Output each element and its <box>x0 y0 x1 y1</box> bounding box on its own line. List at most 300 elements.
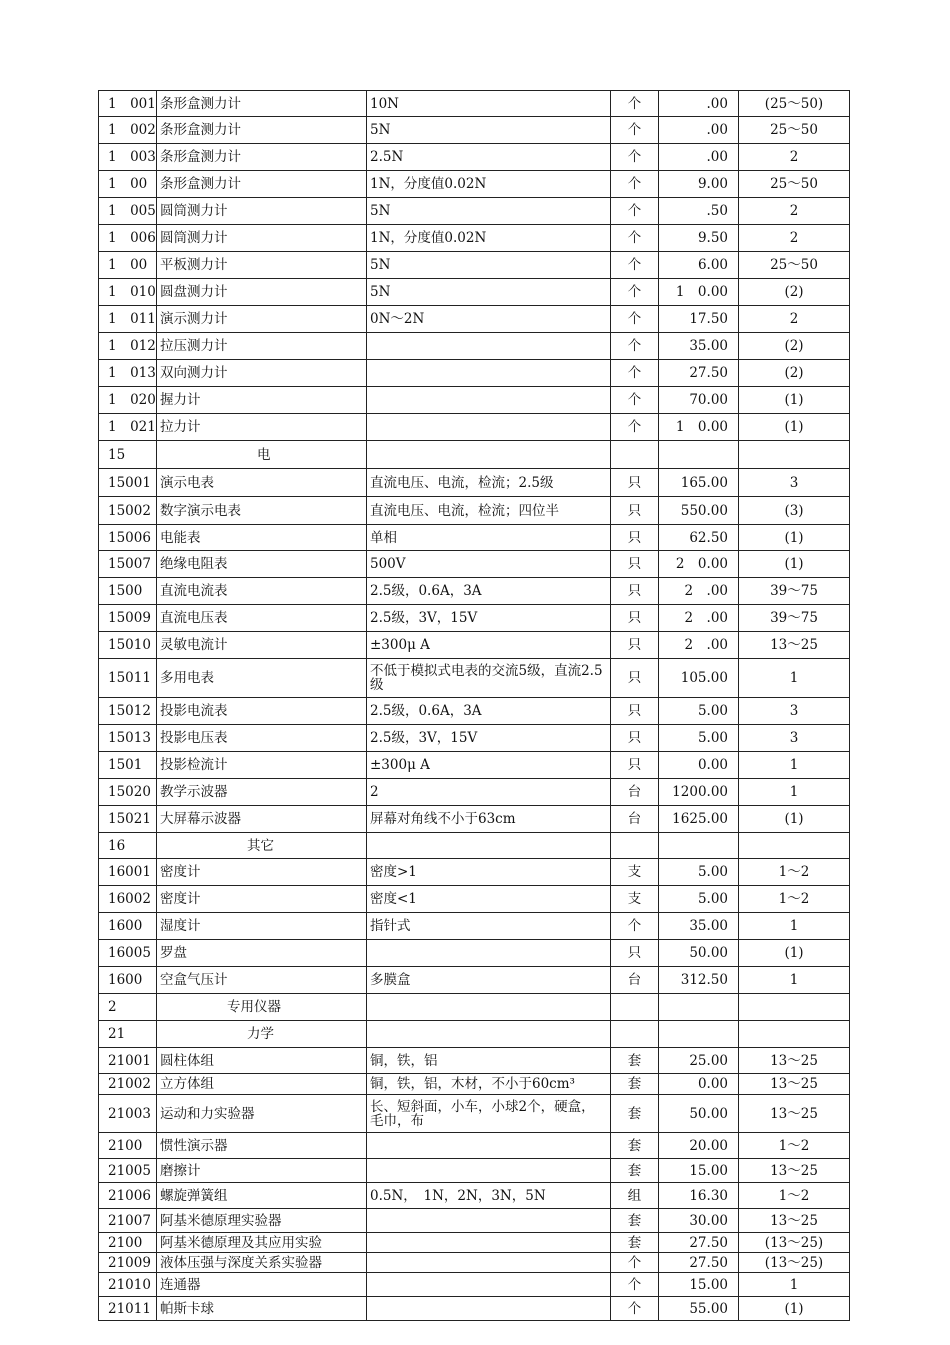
category-name-cell: 专用仪器 <box>157 994 367 1021</box>
qty-cell: (13～25) <box>739 1233 850 1253</box>
unit-cell: 组 <box>611 1183 659 1209</box>
table-row <box>99 306 850 333</box>
unit-cell: 个 <box>611 1297 659 1321</box>
spec-cell: 铜，铁，铝 <box>367 1048 611 1074</box>
unit-cell: 个 <box>611 225 659 252</box>
price-cell: 35.00 <box>659 333 739 360</box>
spec-cell: 直流电压、电流，检流；四位半 <box>367 497 611 525</box>
table-row <box>99 1074 850 1095</box>
spec-cell <box>367 441 611 469</box>
price-cell: 5.00 <box>659 725 739 752</box>
spec-cell <box>367 414 611 441</box>
unit-cell: 个 <box>611 414 659 441</box>
spec-cell: 铜，铁，铝，木材，不小于60cm³ <box>367 1074 611 1095</box>
code-cell: 15013 <box>99 725 157 752</box>
name-cell: 惯性演示器 <box>157 1133 367 1159</box>
code-cell: 15007 <box>99 551 157 578</box>
code-cell: 1 012 <box>99 333 157 360</box>
price-cell: 27.50 <box>659 1233 739 1253</box>
price-cell: 550.00 <box>659 497 739 525</box>
price-cell: 2 .00 <box>659 632 739 659</box>
name-cell: 投影电压表 <box>157 725 367 752</box>
table-row <box>99 1048 850 1074</box>
table-row <box>99 779 850 806</box>
name-cell: 拉力计 <box>157 414 367 441</box>
price-cell: 50.00 <box>659 940 739 967</box>
unit-cell: 套 <box>611 1233 659 1253</box>
unit-cell: 个 <box>611 91 659 117</box>
table-row <box>99 698 850 725</box>
qty-cell: 1～2 <box>739 859 850 886</box>
unit-cell: 个 <box>611 144 659 171</box>
spec-cell <box>367 833 611 859</box>
category-name-cell: 其它 <box>157 833 367 859</box>
qty-cell: 1 <box>739 1273 850 1297</box>
unit-cell: 只 <box>611 497 659 525</box>
price-cell: 165.00 <box>659 469 739 497</box>
unit-cell: 个 <box>611 198 659 225</box>
table-row <box>99 1253 850 1273</box>
spec-cell <box>367 1273 611 1297</box>
qty-cell: (13～25) <box>739 1253 850 1273</box>
table-row <box>99 469 850 497</box>
price-cell: 62.50 <box>659 525 739 551</box>
qty-cell <box>739 441 850 469</box>
table-row <box>99 1095 850 1133</box>
spec-cell <box>367 994 611 1021</box>
name-cell: 圆柱体组 <box>157 1048 367 1074</box>
qty-cell: 1～2 <box>739 1133 850 1159</box>
price-cell <box>659 1021 739 1048</box>
table-row <box>99 198 850 225</box>
spec-cell: 2.5级，3V，15V <box>367 605 611 632</box>
spec-cell: ±300μ A <box>367 632 611 659</box>
spec-cell: 2.5级，0.6A，3A <box>367 698 611 725</box>
spec-cell: 5N <box>367 198 611 225</box>
unit-cell: 个 <box>611 333 659 360</box>
unit-cell: 个 <box>611 117 659 144</box>
table-row <box>99 252 850 279</box>
unit-cell: 套 <box>611 1048 659 1074</box>
name-cell: 平板测力计 <box>157 252 367 279</box>
spec-cell: 5N <box>367 252 611 279</box>
name-cell: 演示测力计 <box>157 306 367 333</box>
spec-cell: 2 <box>367 779 611 806</box>
qty-cell: 1 <box>739 913 850 940</box>
spec-cell: 密度<1 <box>367 886 611 913</box>
qty-cell: 25～50 <box>739 252 850 279</box>
qty-cell: (25～50) <box>739 91 850 117</box>
table-row <box>99 1133 850 1159</box>
price-cell: 9.00 <box>659 171 739 198</box>
name-cell: 投影电流表 <box>157 698 367 725</box>
qty-cell: (3) <box>739 497 850 525</box>
name-cell: 罗盘 <box>157 940 367 967</box>
unit-cell <box>611 1021 659 1048</box>
price-cell <box>659 994 739 1021</box>
spec-cell: 多膜盒 <box>367 967 611 994</box>
qty-cell: 3 <box>739 698 850 725</box>
unit-cell <box>611 833 659 859</box>
name-cell: 多用电表 <box>157 659 367 698</box>
code-cell: 15002 <box>99 497 157 525</box>
spec-cell: 长、短斜面，小车，小球2个，硬盒，毛巾，布 <box>367 1095 611 1133</box>
qty-cell <box>739 1021 850 1048</box>
unit-cell: 个 <box>611 171 659 198</box>
unit-cell: 只 <box>611 632 659 659</box>
category-row <box>99 441 850 469</box>
qty-cell: 1 <box>739 967 850 994</box>
name-cell: 圆筒测力计 <box>157 198 367 225</box>
spec-cell: 2.5级，0.6A，3A <box>367 578 611 605</box>
unit-cell: 台 <box>611 967 659 994</box>
price-cell <box>659 833 739 859</box>
spec-cell <box>367 1133 611 1159</box>
qty-cell <box>739 833 850 859</box>
unit-cell: 套 <box>611 1074 659 1095</box>
qty-cell: (1) <box>739 525 850 551</box>
price-cell: 1 0.00 <box>659 414 739 441</box>
qty-cell: 13～25 <box>739 632 850 659</box>
unit-cell: 只 <box>611 725 659 752</box>
code-cell: 1 013 <box>99 360 157 387</box>
spec-cell: 500V <box>367 551 611 578</box>
name-cell: 教学示波器 <box>157 779 367 806</box>
price-cell: 17.50 <box>659 306 739 333</box>
qty-cell: 1 <box>739 659 850 698</box>
equipment-table-sheet <box>98 90 849 1321</box>
code-cell: 16005 <box>99 940 157 967</box>
name-cell: 灵敏电流计 <box>157 632 367 659</box>
spec-cell: 1N，分度值0.02N <box>367 225 611 252</box>
name-cell: 液体压强与深度关系实验器 <box>157 1253 367 1273</box>
name-cell: 条形盒测力计 <box>157 171 367 198</box>
code-cell: 16002 <box>99 886 157 913</box>
category-code-cell: 16 <box>99 833 157 859</box>
unit-cell: 只 <box>611 605 659 632</box>
qty-cell: 25～50 <box>739 117 850 144</box>
price-cell: 70.00 <box>659 387 739 414</box>
qty-cell: 2 <box>739 225 850 252</box>
qty-cell: 2 <box>739 306 850 333</box>
qty-cell: 2 <box>739 144 850 171</box>
price-cell: 9.50 <box>659 225 739 252</box>
unit-cell: 个 <box>611 1253 659 1273</box>
category-code-cell: 2 <box>99 994 157 1021</box>
code-cell: 1 006 <box>99 225 157 252</box>
price-cell: 2 .00 <box>659 605 739 632</box>
code-cell: 16001 <box>99 859 157 886</box>
spec-cell: 指针式 <box>367 913 611 940</box>
code-cell: 21003 <box>99 1095 157 1133</box>
code-cell: 15010 <box>99 632 157 659</box>
table-row <box>99 387 850 414</box>
price-cell: 5.00 <box>659 698 739 725</box>
table-row <box>99 225 850 252</box>
code-cell: 1 021 <box>99 414 157 441</box>
price-cell: 27.50 <box>659 1253 739 1273</box>
table-row <box>99 632 850 659</box>
spec-cell: 2.5级，3V，15V <box>367 725 611 752</box>
code-cell: 1501 <box>99 752 157 779</box>
price-cell: 0.00 <box>659 752 739 779</box>
qty-cell: (1) <box>739 387 850 414</box>
code-cell: 1 00 <box>99 252 157 279</box>
table-row <box>99 752 850 779</box>
spec-cell: 5N <box>367 279 611 306</box>
table-row <box>99 1297 850 1321</box>
price-cell: .50 <box>659 198 739 225</box>
price-cell: 15.00 <box>659 1159 739 1183</box>
spec-cell <box>367 1233 611 1253</box>
price-cell: 35.00 <box>659 913 739 940</box>
category-code-cell: 15 <box>99 441 157 469</box>
name-cell: 圆盘测力计 <box>157 279 367 306</box>
code-cell: 21005 <box>99 1159 157 1183</box>
name-cell: 直流电流表 <box>157 578 367 605</box>
name-cell: 拉压测力计 <box>157 333 367 360</box>
qty-cell: (1) <box>739 806 850 833</box>
code-cell: 21007 <box>99 1209 157 1233</box>
price-cell: .00 <box>659 144 739 171</box>
qty-cell: (2) <box>739 279 850 306</box>
unit-cell: 支 <box>611 859 659 886</box>
name-cell: 电能表 <box>157 525 367 551</box>
name-cell: 运动和力实验器 <box>157 1095 367 1133</box>
spec-cell <box>367 1209 611 1233</box>
unit-cell <box>611 994 659 1021</box>
name-cell: 圆筒测力计 <box>157 225 367 252</box>
name-cell: 阿基米德原理实验器 <box>157 1209 367 1233</box>
code-cell: 21006 <box>99 1183 157 1209</box>
qty-cell: 13～25 <box>739 1074 850 1095</box>
table-row <box>99 859 850 886</box>
name-cell: 密度计 <box>157 859 367 886</box>
name-cell: 帕斯卡球 <box>157 1297 367 1321</box>
table-row <box>99 1183 850 1209</box>
table-row <box>99 497 850 525</box>
table-row <box>99 279 850 306</box>
code-cell: 21010 <box>99 1273 157 1297</box>
price-cell <box>659 441 739 469</box>
code-cell: 1500 <box>99 578 157 605</box>
unit-cell: 个 <box>611 1273 659 1297</box>
unit-cell: 只 <box>611 525 659 551</box>
spec-cell: 屏幕对角线不小于63cm <box>367 806 611 833</box>
table-row <box>99 360 850 387</box>
table-row <box>99 913 850 940</box>
table-row <box>99 967 850 994</box>
table-row <box>99 551 850 578</box>
unit-cell: 只 <box>611 551 659 578</box>
spec-cell <box>367 360 611 387</box>
code-cell: 21002 <box>99 1074 157 1095</box>
qty-cell: 1～2 <box>739 886 850 913</box>
price-cell: 15.00 <box>659 1273 739 1297</box>
unit-cell <box>611 441 659 469</box>
qty-cell: (1) <box>739 1297 850 1321</box>
code-cell: 2100 <box>99 1133 157 1159</box>
qty-cell: 3 <box>739 725 850 752</box>
code-cell: 15011 <box>99 659 157 698</box>
name-cell: 连通器 <box>157 1273 367 1297</box>
category-name-cell: 电 <box>157 441 367 469</box>
code-cell: 15009 <box>99 605 157 632</box>
price-cell: 25.00 <box>659 1048 739 1074</box>
unit-cell: 支 <box>611 886 659 913</box>
name-cell: 密度计 <box>157 886 367 913</box>
spec-cell <box>367 940 611 967</box>
qty-cell: 3 <box>739 469 850 497</box>
table-row <box>99 1209 850 1233</box>
category-code-cell: 21 <box>99 1021 157 1048</box>
code-cell: 1 00 <box>99 171 157 198</box>
spec-cell: 1N，分度值0.02N <box>367 171 611 198</box>
code-cell: 15006 <box>99 525 157 551</box>
code-cell: 2100 <box>99 1233 157 1253</box>
code-cell: 1 003 <box>99 144 157 171</box>
qty-cell: 39～75 <box>739 605 850 632</box>
price-cell: 1200.00 <box>659 779 739 806</box>
code-cell: 1 001 <box>99 91 157 117</box>
price-cell: 312.50 <box>659 967 739 994</box>
equipment-table <box>98 90 850 1321</box>
table-row <box>99 91 850 117</box>
price-cell: 50.00 <box>659 1095 739 1133</box>
code-cell: 1600 <box>99 913 157 940</box>
price-cell: 5.00 <box>659 859 739 886</box>
code-cell: 21001 <box>99 1048 157 1074</box>
price-cell: 30.00 <box>659 1209 739 1233</box>
code-cell: 21009 <box>99 1253 157 1273</box>
table-row <box>99 940 850 967</box>
name-cell: 立方体组 <box>157 1074 367 1095</box>
name-cell: 演示电表 <box>157 469 367 497</box>
table-row <box>99 1159 850 1183</box>
price-cell: 55.00 <box>659 1297 739 1321</box>
price-cell: 27.50 <box>659 360 739 387</box>
price-cell: 16.30 <box>659 1183 739 1209</box>
unit-cell: 个 <box>611 306 659 333</box>
unit-cell: 套 <box>611 1133 659 1159</box>
spec-cell <box>367 333 611 360</box>
price-cell: 20.00 <box>659 1133 739 1159</box>
unit-cell: 个 <box>611 252 659 279</box>
name-cell: 磨擦计 <box>157 1159 367 1183</box>
qty-cell: 2 <box>739 198 850 225</box>
qty-cell: (1) <box>739 940 850 967</box>
spec-cell <box>367 1021 611 1048</box>
name-cell: 阿基米德原理及其应用实验 <box>157 1233 367 1253</box>
price-cell: 0.00 <box>659 1074 739 1095</box>
unit-cell: 只 <box>611 659 659 698</box>
unit-cell: 只 <box>611 469 659 497</box>
category-row <box>99 1021 850 1048</box>
code-cell: 1 011 <box>99 306 157 333</box>
code-cell: 21011 <box>99 1297 157 1321</box>
spec-cell: 5N <box>367 117 611 144</box>
qty-cell: 13～25 <box>739 1095 850 1133</box>
table-row <box>99 525 850 551</box>
table-row <box>99 117 850 144</box>
unit-cell: 只 <box>611 752 659 779</box>
qty-cell: 1～2 <box>739 1183 850 1209</box>
price-cell: .00 <box>659 117 739 144</box>
unit-cell: 套 <box>611 1095 659 1133</box>
qty-cell: 13～25 <box>739 1159 850 1183</box>
price-cell: 2 0.00 <box>659 551 739 578</box>
name-cell: 湿度计 <box>157 913 367 940</box>
qty-cell: (1) <box>739 551 850 578</box>
qty-cell: 13～25 <box>739 1048 850 1074</box>
table-row <box>99 171 850 198</box>
qty-cell: 1 <box>739 779 850 806</box>
qty-cell: 39～75 <box>739 578 850 605</box>
spec-cell: 0.5N， 1N，2N，3N，5N <box>367 1183 611 1209</box>
unit-cell: 台 <box>611 806 659 833</box>
spec-cell: 10N <box>367 91 611 117</box>
name-cell: 条形盒测力计 <box>157 91 367 117</box>
table-row <box>99 659 850 698</box>
table-body <box>99 91 850 1321</box>
table-row <box>99 333 850 360</box>
code-cell: 1 010 <box>99 279 157 306</box>
name-cell: 绝缘电阻表 <box>157 551 367 578</box>
qty-cell: 13～25 <box>739 1209 850 1233</box>
price-cell: 1 0.00 <box>659 279 739 306</box>
spec-cell <box>367 1297 611 1321</box>
unit-cell: 台 <box>611 779 659 806</box>
code-cell: 1 005 <box>99 198 157 225</box>
table-row <box>99 578 850 605</box>
name-cell: 握力计 <box>157 387 367 414</box>
code-cell: 1600 <box>99 967 157 994</box>
unit-cell: 套 <box>611 1209 659 1233</box>
table-row <box>99 1233 850 1253</box>
code-cell: 15012 <box>99 698 157 725</box>
table-row <box>99 806 850 833</box>
unit-cell: 个 <box>611 913 659 940</box>
code-cell: 1 002 <box>99 117 157 144</box>
unit-cell: 只 <box>611 698 659 725</box>
unit-cell: 套 <box>611 1159 659 1183</box>
unit-cell: 个 <box>611 279 659 306</box>
category-name-cell: 力学 <box>157 1021 367 1048</box>
qty-cell: 25～50 <box>739 171 850 198</box>
table-row <box>99 144 850 171</box>
name-cell: 投影检流计 <box>157 752 367 779</box>
price-cell: 6.00 <box>659 252 739 279</box>
unit-cell: 只 <box>611 578 659 605</box>
code-cell: 15020 <box>99 779 157 806</box>
spec-cell: 单相 <box>367 525 611 551</box>
spec-cell: 不低于模拟式电表的交流5级，直流2.5级 <box>367 659 611 698</box>
spec-cell <box>367 1159 611 1183</box>
code-cell: 15001 <box>99 469 157 497</box>
spec-cell: ±300μ A <box>367 752 611 779</box>
qty-cell: (2) <box>739 333 850 360</box>
code-cell: 15021 <box>99 806 157 833</box>
unit-cell: 个 <box>611 387 659 414</box>
name-cell: 数字演示电表 <box>157 497 367 525</box>
name-cell: 大屏幕示波器 <box>157 806 367 833</box>
name-cell: 空盒气压计 <box>157 967 367 994</box>
table-row <box>99 414 850 441</box>
unit-cell: 个 <box>611 360 659 387</box>
category-row <box>99 833 850 859</box>
price-cell: 105.00 <box>659 659 739 698</box>
price-cell: 5.00 <box>659 886 739 913</box>
